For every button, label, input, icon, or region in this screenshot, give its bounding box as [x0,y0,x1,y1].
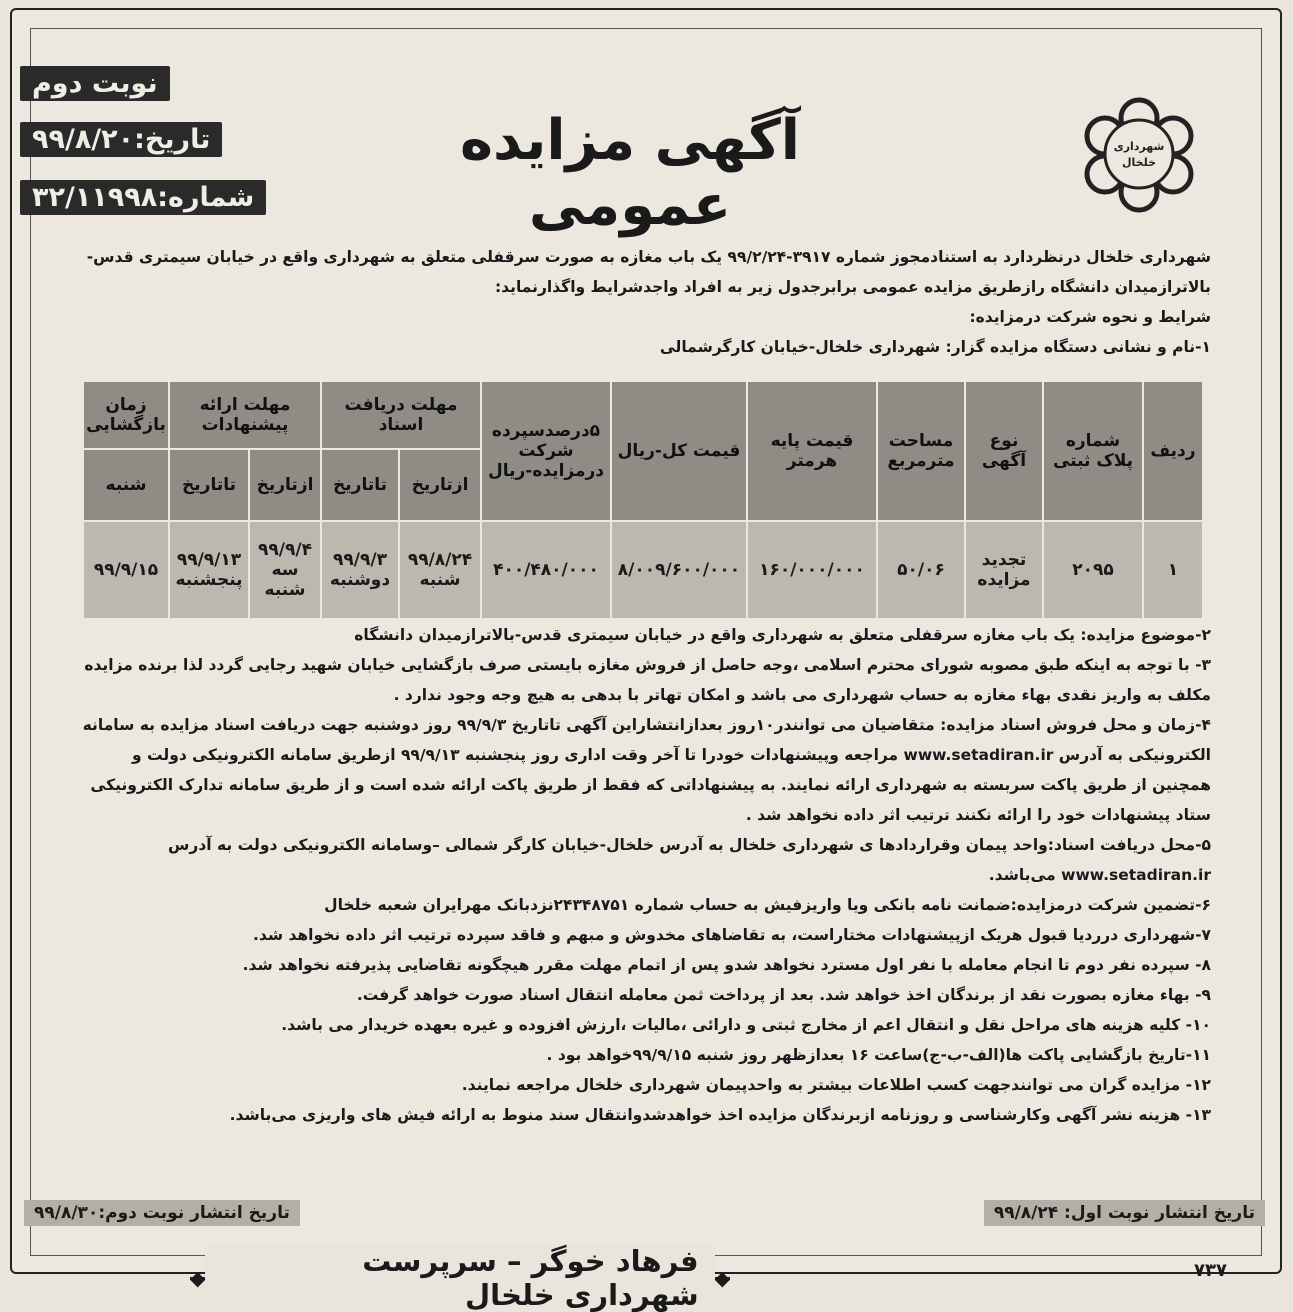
header-offer-to: تاتاریخ [169,449,249,521]
header-ad-type: نوع آگهی [965,381,1043,521]
cell-area: ۵۰/۰۶ [877,521,965,619]
list-item: ۳- با توجه به اینکه طبق مصوبه شورای محترم اسلامی ،وجه حاصل از فروش مغازه بایستی صرف بازگشایی خیابان شهید رجایی گردد لذا برنده مزایده مکلف به واریز نقدی بهاء مغازه به حساب شهرداری می باشد و امکان تهاتر با بدهی به هیچ وجه وجود ندارد . [84,656,1211,704]
list-item: ۹- بهاء مغازه بصورت نقد از برندگان اخذ خواهد شد. بعد از پرداخت ثمن معامله انتقال اسناد صورت خواهد گرفت. [356,986,1211,1004]
municipality-logo [1073,92,1205,216]
cell-row: ۱ [1143,521,1203,619]
header-opening-time: زمان بازگشایی [83,381,169,449]
svg-text:خلخال: خلخال [1121,156,1157,169]
header-row: ردیف [1143,381,1203,521]
auction-table [82,380,1204,620]
header-area: مساحت مترمربع [877,381,965,521]
cell-deposit: ۴۰۰/۴۸۰/۰۰۰ [481,521,611,619]
cell-doc-from: ۹۹/۸/۲۴ شنبه [399,521,481,619]
cell-doc-to: ۹۹/۹/۳ دوشنبه [321,521,399,619]
conditions-heading: شرایط و نحوه شرکت درمزایده: [969,308,1211,326]
cell-offer-from: ۹۹/۹/۴ سه شنبه [249,521,321,619]
round-badge: نوبت دوم [20,66,170,101]
conditions-list [82,620,1211,1130]
cell-plate: ۲۰۹۵ [1043,521,1143,619]
list-item: ۴-زمان و محل فروش اسناد مزایده: متقاضیان می توانندر۱۰روز بعدازانتشاراین آگهی تاتاریخ ۹۹/۹/۳ روز دوشنبه جهت دریافت اسناد مزایده به سامانه الکترونیکی به آدرس www.setadiran.ir مراجعه وپیشنهادات خودرا تا آخر وقت اداری روز پنجشنبه ۹۹/۹/۱۳ ازطریق سامانه الکترونیکی دولت و همچنین از طریق پاکت سربسته به شهرداری ارائه نمایند. به پیشنهاداتی که فقط از طریق پاکت ارائه شده است و از طریق سامانه تدارک الکترونیکی ستاد پیشنهادات خود را ارائه نکنند ترتیب اثر داده نخواهد شد . [82,716,1211,824]
item-1: ۱-نام و نشانی دستگاه مزایده گزار: شهرداری خلخال-خیابان کارگرشمالی [659,338,1211,356]
cell-base-price: ۱۶۰/۰۰۰/۰۰۰ [747,521,877,619]
list-item: ۶-تضمین شرکت درمزایده:ضمانت نامه بانکی ویا واریزفیش به حساب شماره ۲۴۳۴۸۷۵۱نزدبانک مهرایران شعبه خلخال [324,896,1211,914]
date-badge: تاریخ:۹۹/۸/۲۰ [20,122,222,157]
list-item: ۱۳- هزینه نشر آگهی وکارشناسی و روزنامه ازبرندگان مزایده اخذ خواهدشدوانتقال سند منوط به ارائه فیش های واریزی می‌باشد. [229,1106,1211,1124]
number-badge: شماره:۳۲/۱۱۹۹۸ [20,180,266,215]
second-publication-date: تاریخ انتشار نوبت دوم:۹۹/۸/۳۰ [24,1200,300,1226]
intro-section [82,242,1211,362]
list-item: ۲-موضوع مزایده: یک باب مغازه سرقفلی متعلق به شهرداری واقع در خیابان سیمتری قدس-بالاترازمیدان دانشگاه [354,626,1211,644]
signature-text: فرهاد خوگر – سرپرست شهرداری خلخال [205,1244,714,1312]
table-row [83,521,1203,619]
signature-line [190,1244,730,1312]
arrow-right-icon: ◆ [190,1266,206,1290]
list-item: ۱۰- کلیه هزینه های مراحل نقل و انتقال اعم از مخارج ثبتی و دارائی ،مالیات ،ارزش افزوده و غیره بعهده خریدار می باشد. [281,1016,1211,1034]
cell-opening: ۹۹/۹/۱۵ [83,521,169,619]
page-title: آگهی مزایده عمومی [459,108,801,238]
list-item: ۱۱-تاریخ بازگشایی پاکت ها(الف-ب-ج)ساعت ۱۶ بعدازظهر روز شنبه ۹۹/۹/۱۵خواهد بود . [546,1046,1211,1064]
cell-offer-to: ۹۹/۹/۱۳ پنجشنبه [169,521,249,619]
header-doc-from: ازتاریخ [399,449,481,521]
header-base-price: قیمت پایه هرمتر [747,381,877,521]
intro-paragraph: شهرداری خلخال درنظردارد به استنادمجوز شماره ۳۹۱۷-۹۹/۲/۲۴ یک باب مغازه به صورت سرقفلی متعلق به شهرداری واقع در خیابان سیمتری قدس-بالاترازمیدان دانشگاه رازطریق مزایده عمومی برابرجدول زیر به افراد واجدشرایط واگذارنماید: [86,248,1211,296]
header-opening-day: شنبه [83,449,169,521]
header-offer-deadline: مهلت ارائه پیشنهادات [169,381,321,449]
list-item: ۸- سپرده نفر دوم تا انجام معامله با نفر اول مسترد نخواهد شدو پس از اتمام مهلت مقرر هیچگونه تقاضایی پذیرفته نخواهد شد. [242,956,1211,974]
list-item: ۷-شهرداری درردیا قبول هریک ازپیشنهادات مختاراست، به تقاضاهای مخدوش و مبهم و فاقد سپرده ترتیب اثر داده نخواهد شد. [252,926,1211,944]
header-plate: شماره پلاک ثبتی [1043,381,1143,521]
first-publication-date: تاریخ انتشار نوبت اول: ۹۹/۸/۲۴ [984,1200,1265,1226]
cell-total-price: ۸/۰۰۹/۶۰۰/۰۰۰ [611,521,747,619]
cell-ad-type: تجدید مزایده [965,521,1043,619]
header-doc-deadline: مهلت دریافت اسناد [321,381,481,449]
header-doc-to: تاتاریخ [321,449,399,521]
header-offer-from: ازتاریخ [249,449,321,521]
svg-text:شهرداری: شهرداری [1113,140,1165,153]
list-item: ۵-محل دریافت اسناد:واحد پیمان وقراردادها ی شهرداری خلخال به آدرس خلخال-خیابان کارگر شمالی –وسامانه الکترونیکی دولت به آدرس www.setadiran.ir می‌باشد. [168,836,1211,884]
header-total-price: قیمت کل-ریال [611,381,747,521]
page-number: ۷۳۷ [1194,1260,1227,1281]
list-item: ۱۲- مزایده گران می توانندجهت کسب اطلاعات بیشتر به واحدپیمان شهرداری خلخال مراجعه نمایند. [461,1076,1211,1094]
header-deposit: ۵درصدسپرده شرکت درمزایده-ریال [481,381,611,521]
arrow-left-icon: ◆ [714,1266,730,1290]
